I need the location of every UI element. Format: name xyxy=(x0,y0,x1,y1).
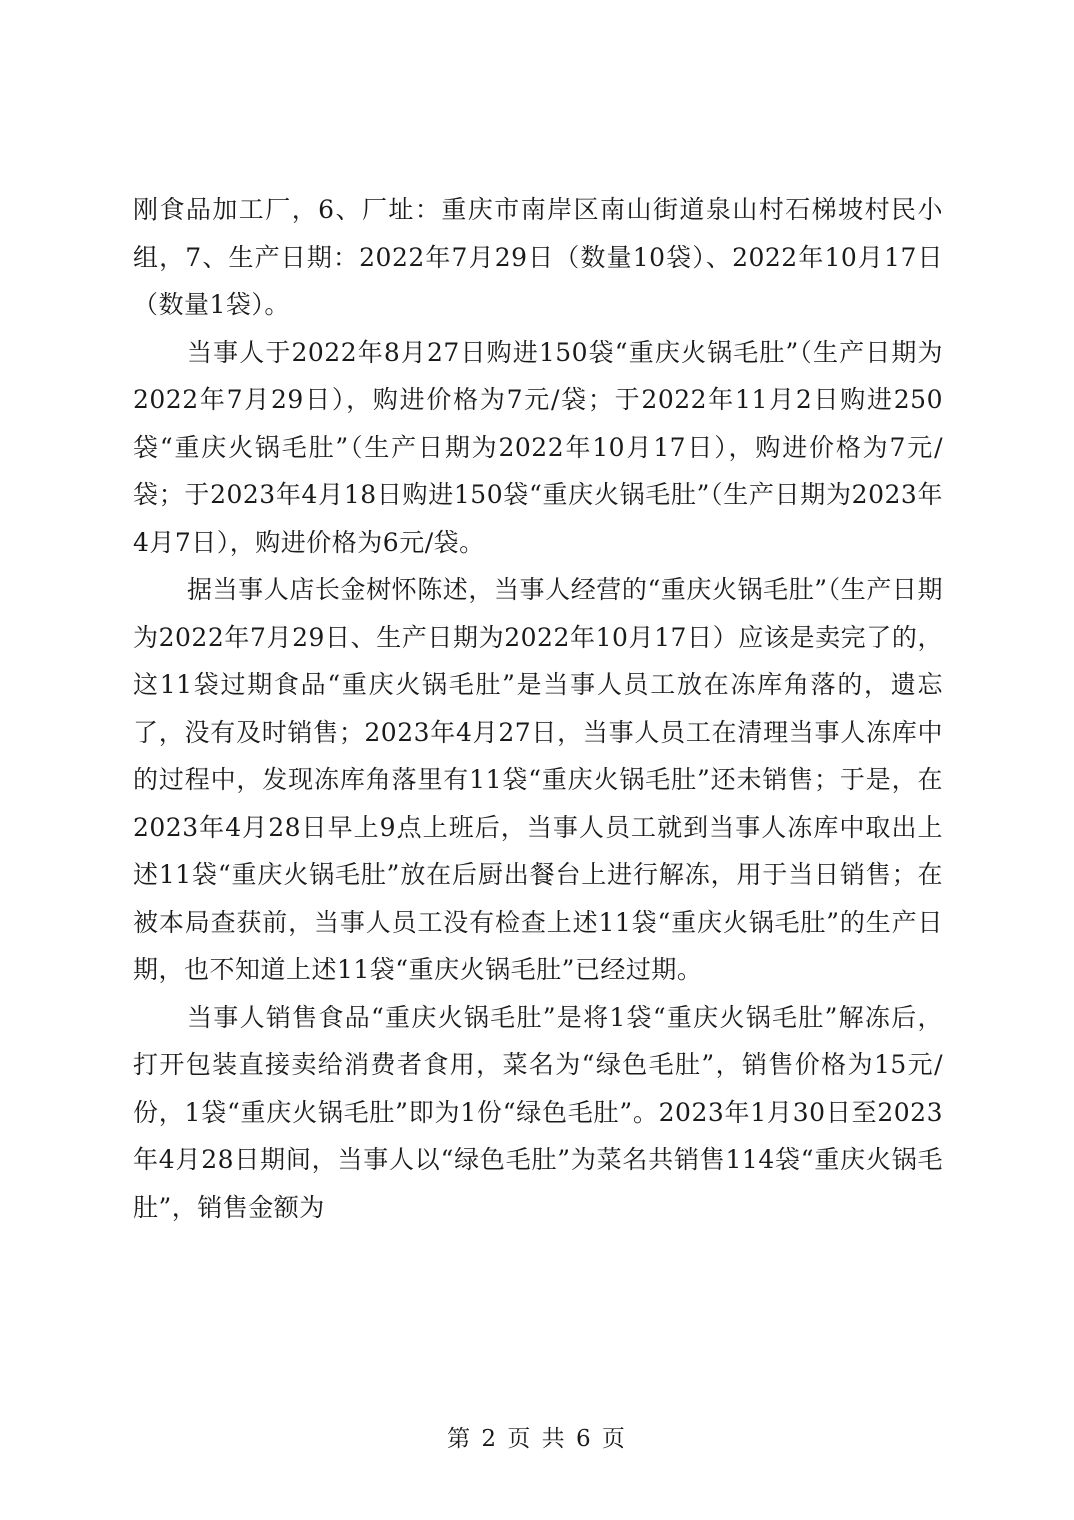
page-number-footer: 第 2 页 共 6 页 xyxy=(447,1426,627,1452)
document-body xyxy=(133,186,943,1231)
paragraph-2: 当事人于2022年8月27日购进150袋“重庆火锅毛肚”（生产日期为2022年7月29日），购进价格为7元/袋；于2022年11月2日购进250袋“重庆火锅毛肚”（生产日期为2022年10月17日），购进价格为7元/袋；于2023年4月18日购进150袋“重庆火锅毛肚”（生产日期为2023年4月7日），购进价格为6元/袋。 xyxy=(133,337,943,557)
paragraph-3: 据当事人店长金树怀陈述，当事人经营的“重庆火锅毛肚”（生产日期为2022年7月29日、生产日期为2022年10月17日）应该是卖完了的，这11袋过期食品“重庆火锅毛肚”是当事人员工放在冻库角落的，遗忘了，没有及时销售；2023年4月27日，当事人员工在清理当事人冻库中的过程中，发现冻库角落里有11袋“重庆火锅毛肚”还未销售；于是，在2023年4月28日早上9点上班后，当事人员工就到当事人冻库中取出上述11袋“重庆火锅毛肚”放在后厨出餐台上进行解冻，用于当日销售；在被本局查获前，当事人员工没有检查上述11袋“重庆火锅毛肚”的生产日期，也不知道上述11袋“重庆火锅毛肚”已经过期。 xyxy=(133,575,943,984)
paragraph-4: 当事人销售食品“重庆火锅毛肚”是将1袋“重庆火锅毛肚”解冻后，打开包装直接卖给消费者食用，菜名为“绿色毛肚”，销售价格为15元/份，1袋“重庆火锅毛肚”即为1份“绿色毛肚”。2023年1月30日至2023年4月28日期间，当事人以“绿色毛肚”为菜名共销售114袋“重庆火锅毛肚”，销售金额为 xyxy=(133,1002,943,1222)
paragraph-1: 刚食品加工厂，6、厂址：重庆市南岸区南山街道泉山村石梯坡村民小组，7、生产日期：2022年7月29日（数量10袋）、2022年10月17日（数量1袋）。 xyxy=(133,195,943,319)
